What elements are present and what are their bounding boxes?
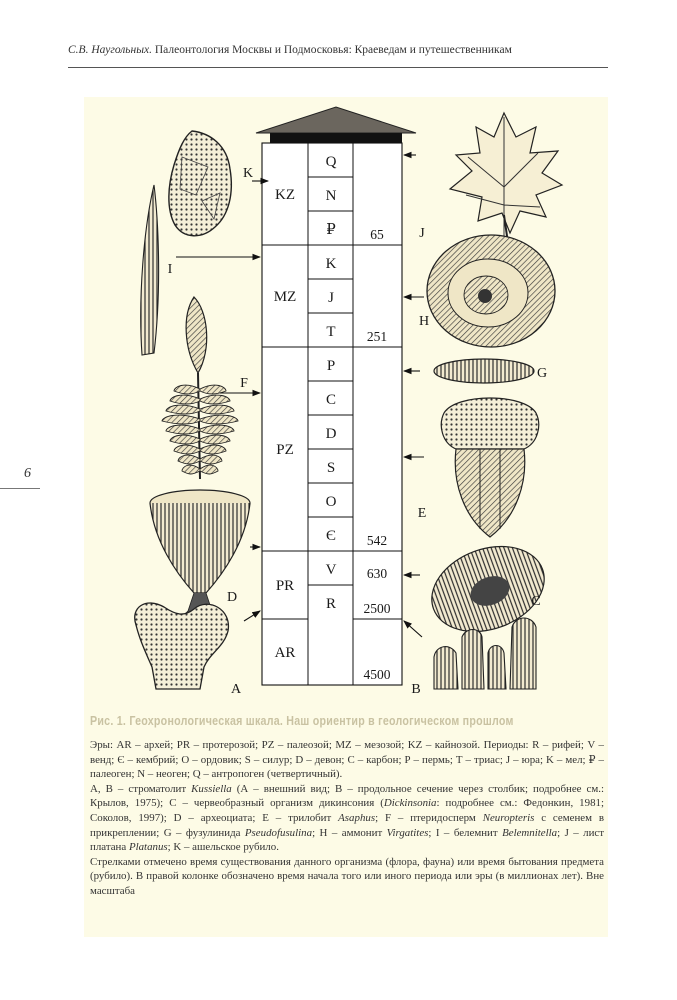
running-header <box>68 44 608 56</box>
period-4: K <box>325 256 337 272</box>
age-630: 630 <box>366 566 388 582</box>
stromatolite-exterior-illustration <box>135 603 229 689</box>
caption-specimens: А, В – строматолит Kussiella (А – внешний вид; В – продольное сечение через столбик; подробнее см.: Крылов, 1975); С – червеобразный организм дикинсония (Dickinsonia: подробнее см.: Федонкин, 1981; Соколов, 1997); D – археоциата; Е – трилобит Asaphus; F – птеридосперм Neuropteris с семенем в прикреплении; G – фузулинида Pseudofusulina; Н – аммонит Virgatites; I – белемнит Belemnitella; J – лист платана Platanus; K – ашельское рубило. <box>90 782 605 854</box>
age-251: 251 <box>366 329 388 344</box>
age-542: 542 <box>366 533 388 548</box>
period-5: J <box>328 290 334 306</box>
period-9: D <box>325 426 337 442</box>
caption-note: Стрелками отмечено время существования данного организма (флора, фауна) или время бытования предмета (рубило). В правой колонке обозначено время начала того или иного периода или эры (в миллионах лет). Вне масштаба <box>90 855 604 897</box>
period-11: O <box>325 494 337 510</box>
scale-roof <box>256 107 416 133</box>
caption-body <box>90 738 604 899</box>
figure-label-e: E <box>417 506 427 521</box>
figure-label-d: D <box>226 590 238 605</box>
figure-label-j: J <box>419 226 425 241</box>
geochronological-figure <box>84 97 608 707</box>
header-title: Палеонтология Москвы и Подмосковья: Краеведам и путешественникам <box>154 44 512 56</box>
period-1: Q <box>325 154 337 170</box>
seed-fern-illustration <box>162 297 238 479</box>
figure-label-i: I <box>167 262 173 277</box>
period-8: C <box>325 392 337 408</box>
period-6: T <box>326 324 336 340</box>
era-mz: MZ <box>273 289 297 305</box>
fusulinid-illustration <box>434 359 534 383</box>
figure-caption <box>90 713 604 899</box>
plane-leaf-illustration <box>450 113 562 243</box>
ammonite-illustration <box>427 235 555 347</box>
age-65: 65 <box>370 227 384 242</box>
period-12: Є <box>326 528 336 544</box>
era-pz: PZ <box>276 442 294 458</box>
figure-label-g: G <box>536 366 548 381</box>
page-number-rule <box>0 488 40 489</box>
era-kz: KZ <box>275 187 295 203</box>
era-ar: AR <box>274 645 296 661</box>
figure-label-a: A <box>230 682 242 697</box>
figure-label-c: C <box>531 594 541 609</box>
figure-label-b: B <box>411 682 421 697</box>
page-number: 6 <box>24 466 31 481</box>
header-author: С.В. Наугольных. <box>68 44 152 56</box>
caption-legend: Эры: AR – архей; PR – протерозой; PZ – палеозой; MZ – мезозой; KZ – кайнозой. Периоды: R – рифей; V – венд; Є – кембрий; О – ордовик; S – силур; D – девон; С – карбон; Р – пермь; Т – триас; J – юра; K – мел; ₽ – палеоген; N – неоген; Q – антропоген (четвертичный). <box>90 739 604 781</box>
handaxe-illustration <box>169 131 231 236</box>
belemnite-illustration <box>141 185 159 355</box>
period-7: P <box>326 358 336 374</box>
figure-label-h: H <box>418 314 430 329</box>
time-scale <box>256 107 416 685</box>
caption-title: Рис. 1. Геохронологическая шкала. Наш ориентир в геологическом прошлом <box>90 713 514 728</box>
age-2500: 2500 <box>363 601 391 616</box>
period-3: ₽ <box>326 222 336 238</box>
scale-roof-base <box>270 133 402 143</box>
era-pr: PR <box>275 578 295 594</box>
period-2: N <box>325 188 337 204</box>
age-4500: 4500 <box>363 667 391 682</box>
trilobite-illustration <box>441 398 538 537</box>
period-14: R <box>325 596 337 612</box>
period-10: S <box>326 460 336 476</box>
period-13: V <box>325 562 337 578</box>
header-rule <box>68 67 608 68</box>
figure-label-k: K <box>242 166 254 181</box>
figure-label-f: F <box>240 376 248 391</box>
